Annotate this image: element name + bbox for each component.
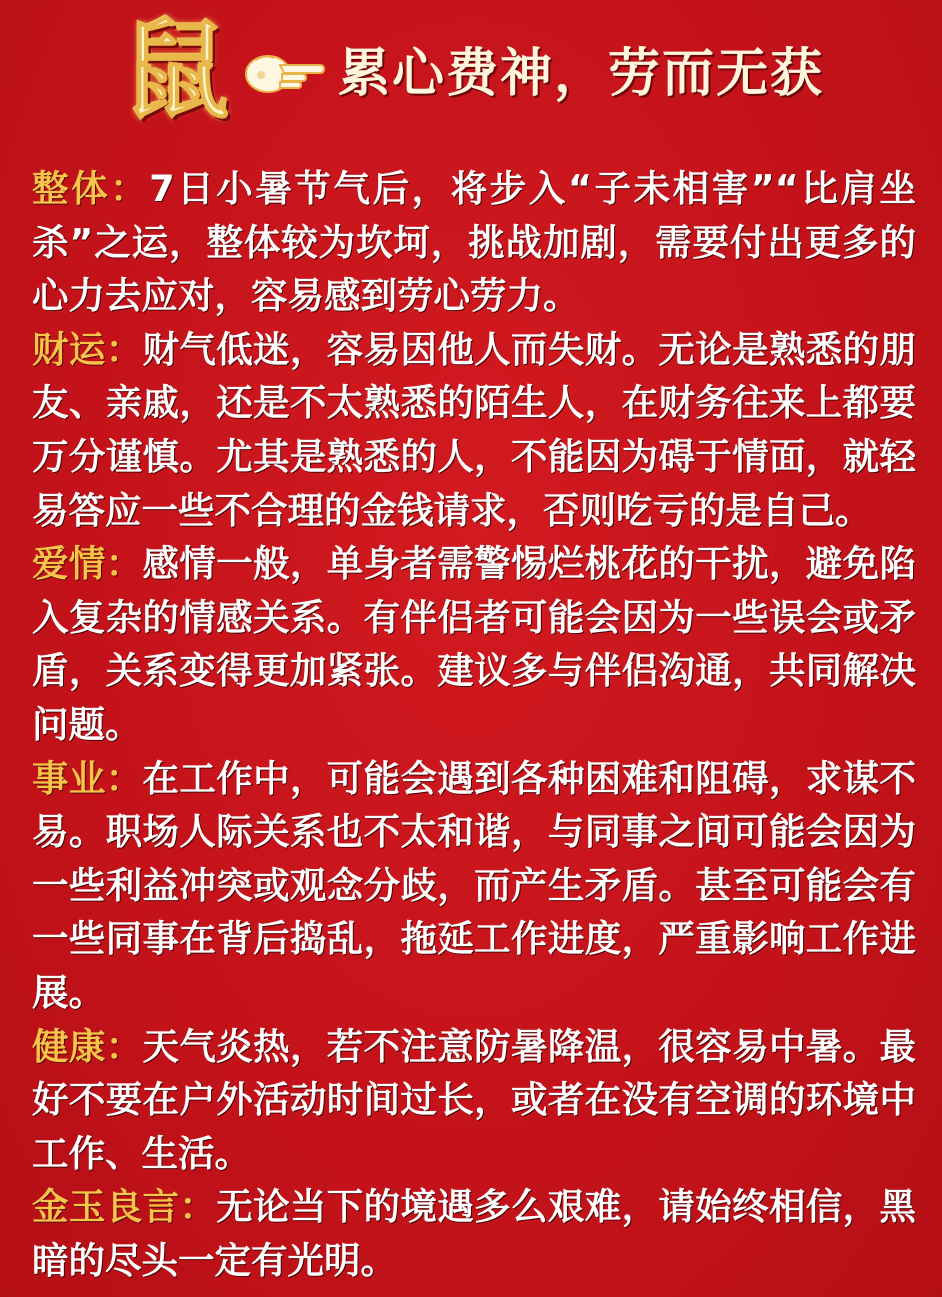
pointing-hand-icon [244,50,326,98]
section-text: 无论当下的境遇多么艰难，请始终相信，黑暗的尽头一定有光明。 [32,1185,917,1282]
header [0,0,942,150]
section-career [32,752,916,1020]
section-overall [32,162,916,323]
section-label: 金玉良言： [32,1185,217,1229]
zodiac-title: 鼠 [122,8,231,134]
section-label: 事业： [32,756,143,800]
section-label: 爱情： [32,542,143,586]
section-label: 健康： [32,1024,143,1068]
section-text: 在工作中，可能会遇到各种困难和阻碍，求谋不易。职场人际关系也不太和谐，与同事之间可能会因为一些利益冲突或观念分歧，而产生矛盾。甚至可能会有一些同事在背后捣乱，拖延工作进度，严重影响工作进展。 [32,756,917,1014]
section-text: 感情一般，单身者需警惕烂桃花的干扰，避免陷入复杂的情感关系。有伴侣者可能会因为一些误会或矛盾，关系变得更加紧张。建议多与伴侣沟通，共同解决问题。 [32,542,917,746]
section-love [32,537,916,751]
section-text: 财气低迷，容易因他人而失财。无论是熟悉的朋友、亲戚，还是不太熟悉的陌生人，在财务往来上都要万分谨慎。尤其是熟悉的人，不能因为碍于情面，就轻易答应一些不合理的金钱请求，否则吃亏的是自己。 [32,327,917,532]
section-label: 财运： [32,327,143,371]
headline: 累心费神，劳而无获 [338,44,825,104]
section-advice [32,1180,916,1287]
section-text: 天气炎热，若不注意防暑降温，很容易中暑。最好不要在户外活动时间过长，或者在没有空调的环境中工作、生活。 [32,1024,917,1175]
section-text: 7日小暑节气后，将步入“子未相害”“比肩坐杀”之运，整体较为坎坷，挑战加剧，需要付出更多的心力去应对，容易感到劳心劳力。 [32,167,917,318]
section-wealth [32,323,916,537]
section-label: 整体： [32,167,150,210]
section-health [32,1020,916,1181]
horoscope-content [32,162,916,1287]
